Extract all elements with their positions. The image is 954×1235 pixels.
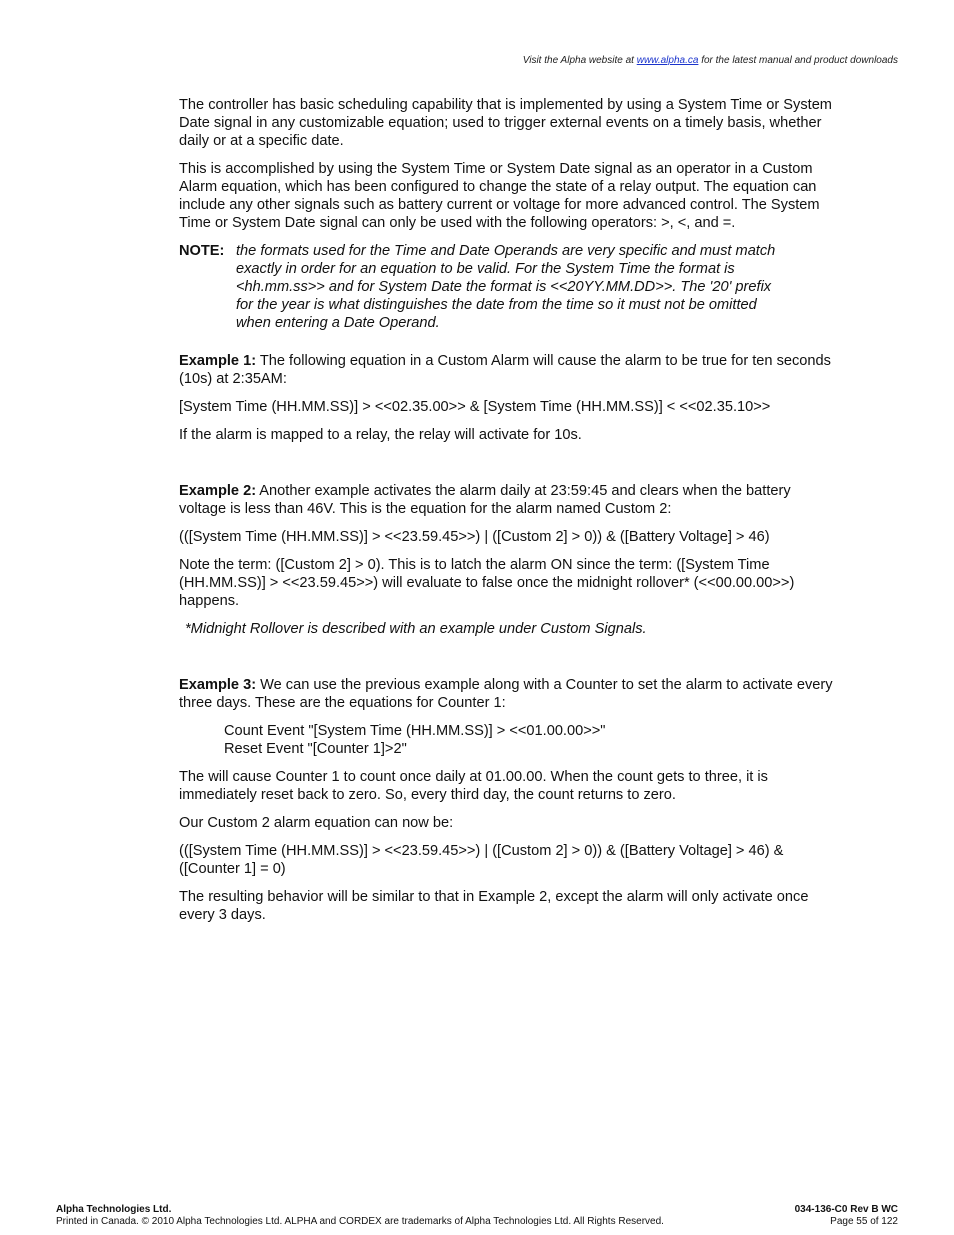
example-1-after: If the alarm is mapped to a relay, the relay will activate for 10s. xyxy=(179,427,582,443)
footer-doc-number: 034-136-C0 Rev B WC xyxy=(794,1204,898,1215)
reset-event-equation: Reset Event "[Counter 1]>2" xyxy=(224,741,407,757)
footer-legal: Printed in Canada. © 2010 Alpha Technologies Ltd. ALPHA and CORDEX are trademarks of Alpha Technologies Ltd. All Rights Reserved. xyxy=(56,1216,664,1227)
page-header xyxy=(523,55,898,66)
example-3-label: Example 3: xyxy=(179,677,257,693)
operator-paragraph: This is accomplished by using the System Time or System Date signal as an operator in a Custom Alarm equation, which has been configured to change the state of a relay output. The equation can include any other signals such as battery current or voltage for more advanced control. The System Time or System Date signal can only be used with the following operators: >, <, and =. xyxy=(179,161,820,231)
counter-equations xyxy=(224,722,839,758)
example-1-equation: [System Time (HH.MM.SS)] > <<02.35.00>> & [System Time (HH.MM.SS)] < <<02.35.10>> xyxy=(179,399,771,415)
alpha-website-link[interactable]: www.alpha.ca xyxy=(636,55,699,66)
footer-page-number: Page 55 of 122 xyxy=(830,1216,898,1227)
note-text: the formats used for the Time and Date Operands are very specific and must match exactly in order for an equation to be valid. For the System Time the format is <hh.mm.ss>> and for System Date the format is <<20YY.MM.DD>>. The '20' prefix for the year is what distinguishes the date from the time so it must not be omitted when entering a Date Operand. xyxy=(236,243,776,331)
example-3-para-1: The will cause Counter 1 to count once daily at 01.00.00. When the count gets to three, it is immediately reset back to zero. So, every third day, the count returns to zero. xyxy=(179,769,768,803)
example-3-para-2: Our Custom 2 alarm equation can now be: xyxy=(179,815,454,831)
example-2-label: Example 2: xyxy=(179,483,257,499)
page-body xyxy=(179,96,839,934)
footer-company: Alpha Technologies Ltd. xyxy=(56,1204,172,1215)
example-1-intro xyxy=(179,352,839,388)
example-1-label: Example 1: xyxy=(179,353,257,369)
header-prefix: Visit the Alpha website at xyxy=(522,55,637,66)
example-2-equation: (([System Time (HH.MM.SS)] > <<23.59.45>>) | ([Custom 2] > 0)) & ([Battery Voltage] > 46) xyxy=(179,529,770,545)
example-1-text: The following equation in a Custom Alarm will cause the alarm to be true for ten seconds (10s) at 2:35AM: xyxy=(179,353,831,387)
count-event-equation: Count Event "[System Time (HH.MM.SS)] > <<01.00.00>>" xyxy=(224,723,606,739)
header-suffix: for the latest manual and product downloads xyxy=(698,55,898,66)
example-3-text: We can use the previous example along with a Counter to set the alarm to activate every three days. These are the equations for Counter 1: xyxy=(179,677,833,711)
note-block xyxy=(179,242,839,332)
page-footer xyxy=(56,1204,898,1228)
example-2-note: Note the term: ([Custom 2] > 0). This is to latch the alarm ON since the term: ([System Time (HH.MM.SS)] > <<23.59.45>>) will evaluate to false once the midnight rollover* (<<00.00.00>>) happens. xyxy=(179,557,795,609)
note-label: NOTE: xyxy=(179,243,225,259)
example-3-equation: (([System Time (HH.MM.SS)] > <<23.59.45>>) | ([Custom 2] > 0)) & ([Battery Voltage] > 46) & ([Counter 1] = 0) xyxy=(179,843,784,877)
intro-paragraph: The controller has basic scheduling capability that is implemented by using a System Time or System Date signal in any customizable equation; used to trigger external events on a timely basis, whether daily or at a specific date. xyxy=(179,97,832,149)
example-2-text: Another example activates the alarm daily at 23:59:45 and clears when the battery voltage is less than 46V. This is the equation for the alarm named Custom 2: xyxy=(179,483,791,517)
example-3-para-3: The resulting behavior will be similar to that in Example 2, except the alarm will only activate once every 3 days. xyxy=(179,889,809,923)
example-3-intro xyxy=(179,676,839,712)
example-2-footnote: *Midnight Rollover is described with an example under Custom Signals. xyxy=(185,621,647,637)
example-2-intro xyxy=(179,482,839,518)
